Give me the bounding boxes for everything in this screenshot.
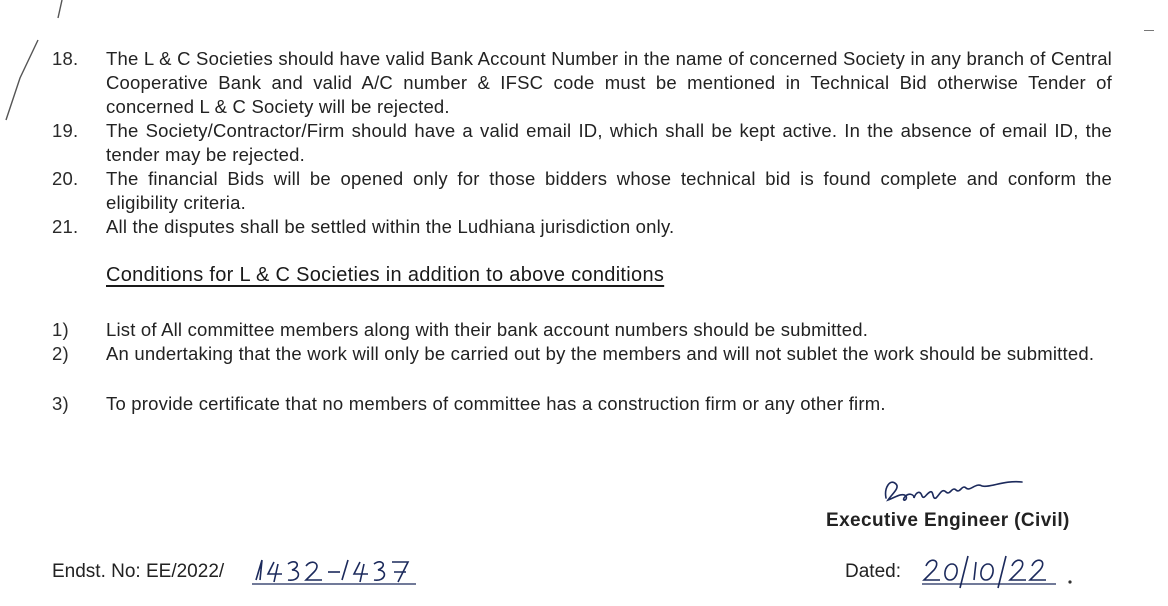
clause-21 [52, 215, 1112, 239]
clause-text: The L & C Societies should have valid Bank Account Number in the name of concerned Society in any branch of Central Cooperative Bank and valid A/C number & IFSC code must be mentioned in Technical Bid otherwise Tender of concerned L & C Society will be rejected. [106, 48, 1112, 117]
clause-19 [52, 119, 1112, 167]
item-text: An undertaking that the work will only be carried out by the members and will not sublet the work should be submitted. [106, 343, 1095, 364]
clause-20 [52, 167, 1112, 215]
endorsement-label: Endst. No: EE/2022/ [52, 561, 225, 582]
condition-item-3 [52, 392, 1112, 416]
item-text: List of All committee members along with their bank account numbers should be submitted. [106, 319, 869, 340]
item-number: 1) [52, 319, 69, 340]
endorsement-number [52, 561, 224, 583]
corner-mark [1144, 30, 1154, 31]
signatory-designation: Executive Engineer (Civil) [826, 510, 1070, 531]
endorsement-handwritten-number [248, 554, 428, 590]
clause-text: The financial Bids will be opened only for those bidders whose technical bid is found complete and conform the eligibility criteria. [106, 168, 1112, 213]
clause-number: 18. [52, 48, 79, 69]
clause-number: 21. [52, 216, 79, 237]
dated-handwritten-date [920, 552, 1080, 592]
dated-label: Dated: [845, 561, 901, 582]
signature [880, 470, 1030, 510]
clause-text: The Society/Contractor/Firm should have a valid email ID, which shall be kept active. In the absence of email ID, the tender may be rejected. [106, 120, 1112, 165]
clause-number: 19. [52, 120, 79, 141]
section-heading: Conditions for L & C Societies in addition to above conditions [106, 264, 665, 286]
clause-18 [52, 47, 1112, 119]
condition-item-2 [52, 342, 1112, 366]
dated [845, 561, 901, 583]
item-number: 2) [52, 343, 69, 364]
item-number: 3) [52, 393, 69, 414]
clause-number: 20. [52, 168, 79, 189]
item-text: To provide certificate that no members of committee has a construction firm or any other firm. [106, 393, 886, 414]
condition-item-1 [52, 318, 1112, 342]
clause-text: All the disputes shall be settled within the Ludhiana jurisdiction only. [106, 216, 675, 237]
